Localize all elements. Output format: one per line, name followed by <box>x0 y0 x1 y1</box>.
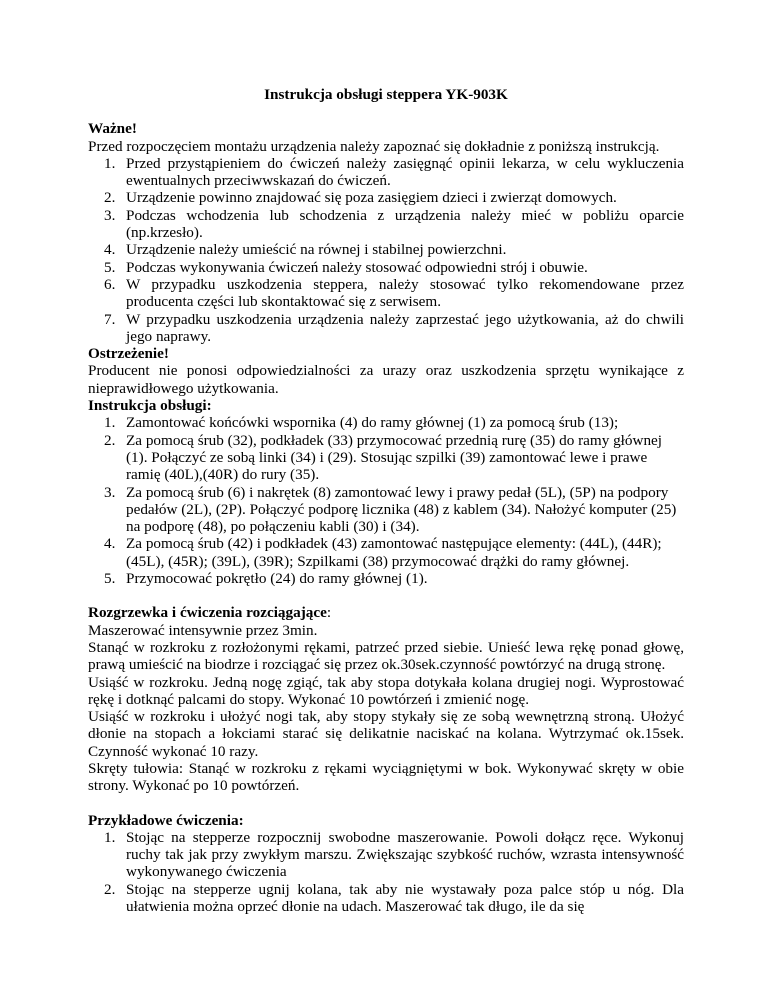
instructions-list <box>88 414 684 587</box>
list-item: 5. Podczas wykonywania ćwiczeń należy stosować odpowiedni strój i obuwie. <box>104 258 588 276</box>
instructions-heading: Instrukcja obsługi: <box>88 397 212 415</box>
examples-heading: Przykładowe ćwiczenia: <box>88 811 244 829</box>
list-item: 3. Za pomocą śrub (6) i nakrętek (8) zamontować lewy i prawy pedał (5L), (5P) na podpory pedałów (2L), (2P). Połączyć podporę licznika (48) z kablem (34). Nałożyć komputer (25) na podporę (48), po połączeniu kabli (30) i (34). <box>104 483 677 536</box>
warning-heading: Ważne! <box>88 120 137 138</box>
warning-intro: Przed rozpoczęciem montażu urządzenia należy zapoznać się dokładnie z poniższą instrukcją. <box>88 137 660 155</box>
list-item: 1. Zamontować końcówki wspornika (4) do ramy głównej (1) za pomocą śrub (13); <box>104 414 619 432</box>
list-item: 6. W przypadku uszkodzenia steppera, należy stosować tylko rekomendowane przez producenta części lub skontaktować się z serwisem. <box>104 275 684 311</box>
warmup-paragraph: Stanąć w rozkroku z rozłożonymi rękami, patrzeć przed siebie. Unieść lewa rękę ponad głowę, prawą umieścić na biodrze i rozciągać się przez ok.30sek.czynność powtórzyć na drugą stronę. <box>88 638 684 674</box>
spacer <box>88 587 684 604</box>
warning-list <box>88 155 684 345</box>
warmup-heading: Rozgrzewka i ćwiczenia rozciągające: <box>88 604 332 622</box>
list-item: 5. Przymocować pokrętło (24) do ramy głównej (1). <box>104 570 428 588</box>
caution-heading: Ostrzeżenie! <box>88 345 169 363</box>
warmup-paragraph: Usiąść w rozkroku i ułożyć nogi tak, aby stopy stykały się ze sobą wewnętrzną stroną. Ułożyć dłonie na stopach a łokciami starać się delikatnie naciskać na kolana. Wytrzymać ok.15sek. Czynność wykonać 10 razy. <box>88 708 684 760</box>
warmup-paragraph: Usiąść w rozkroku. Jedną nogę zgiąć, tak aby stopa dotykała kolana drugiej nogi. Wyprostować rękę i dotknąć palcami do stopy. Wykonać 10 powtórzeń i zmienić nogę. <box>88 673 684 708</box>
list-item: 2. Stojąc na stepperze ugnij kolana, tak aby nie wystawały poza palce stóp u nóg. Dla ułatwienia można oprzeć dłonie na udach. Maszerować tak długo, ile da się <box>104 880 684 916</box>
spacer <box>88 795 684 812</box>
list-item: 1. Przed przystąpieniem do ćwiczeń należy zasięgnąć opinii lekarza, w celu wykluczenia ewentualnych przeciwwskazań do ćwiczeń. <box>104 154 684 190</box>
warmup-paragraph: Maszerować intensywnie przez 3min. <box>88 621 318 639</box>
warmup-paragraph: Skręty tułowia: Stanąć w rozkroku z rękami wyciągniętymi w bok. Wykonywać skręty w obie strony. Wykonać po 10 powtórzeń. <box>88 759 684 795</box>
caution-text: Producent nie ponosi odpowiedzialności za urazy oraz uszkodzenia sprzętu wynikające z nieprawidłowego użytkowania. <box>88 362 684 397</box>
list-item: 7. W przypadku uszkodzenia urządzenia należy zaprzestać jego użytkowania, aż do chwili jego naprawy. <box>104 310 684 345</box>
list-item: 2. Za pomocą śrub (32), podkładek (33) przymocować przednią rurę (35) do ramy głównej (1). Połączyć ze sobą linki (34) i (29). Stosując szpilki (39) zamontować lewe i prawe ramię (40L),(40R) do rury (35). <box>104 431 663 484</box>
list-item: 1. Stojąc na stepperze rozpocznij swobodne maszerowanie. Powoli dołącz ręce. Wykonuj ruchy tak jak przy zwykłym marszu. Zwiększając szybkość ruchów, wzrasta intensywność wykonywanego ćwiczenia <box>104 828 684 881</box>
document-page <box>88 86 684 915</box>
document-title: Instrukcja obsługi steppera YK-903K <box>264 86 508 103</box>
examples-list <box>88 829 684 915</box>
list-item: 2. Urządzenie powinno znajdować się poza zasięgiem dzieci i zwierząt domowych. <box>104 189 617 207</box>
list-item: 3. Podczas wchodzenia lub schodzenia z urządzenia należy mieć w pobliżu oparcie (np.krzesło). <box>104 206 684 242</box>
list-item: 4. Urządzenie należy umieścić na równej i stabilnej powierzchni. <box>104 241 507 259</box>
list-item: 4. Za pomocą śrub (42) i podkładek (43) zamontować następujące elementy: (44L), (44R); (45L), (45R); (39L), (39R); Szpilkami (38) przymocować drążki do ramy głównej. <box>104 535 662 570</box>
